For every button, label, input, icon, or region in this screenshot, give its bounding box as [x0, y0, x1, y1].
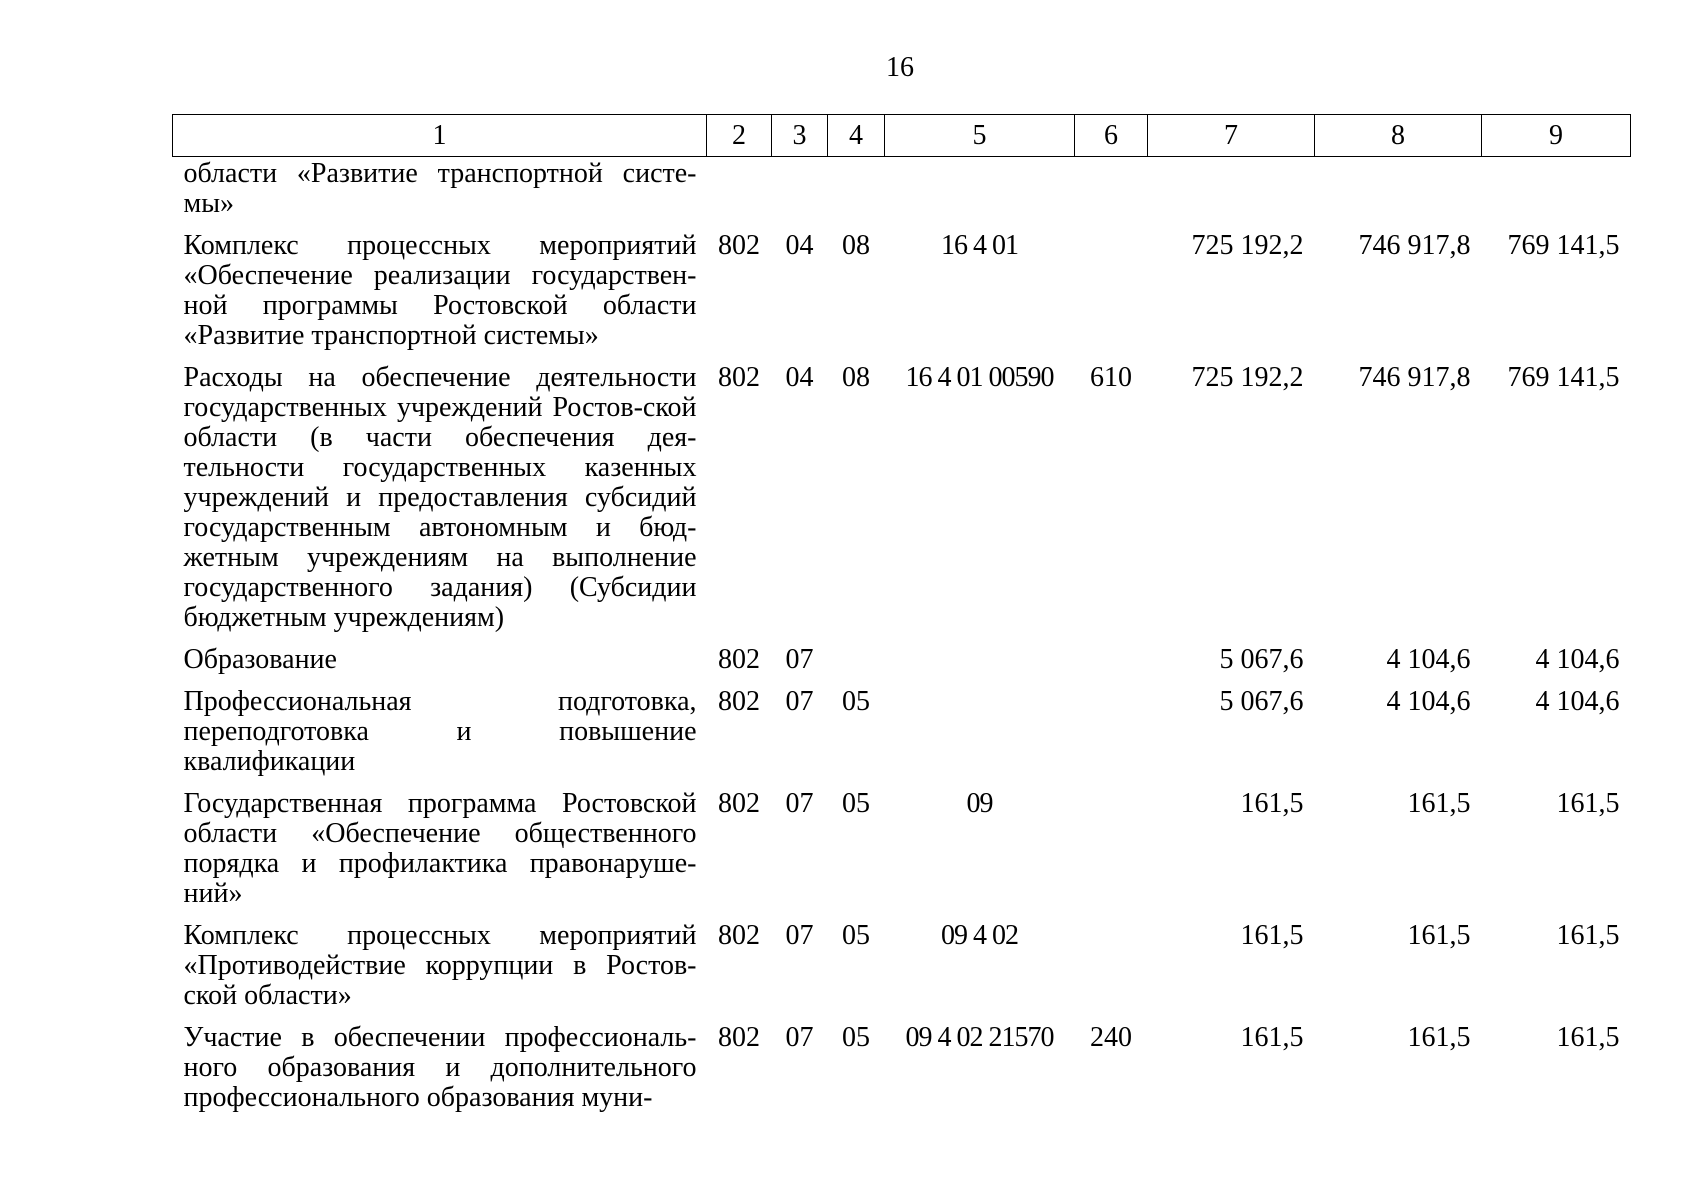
page-number: 16 — [886, 52, 914, 83]
cell-section-code: 07 — [785, 788, 814, 819]
cell-section-code: 07 — [785, 686, 814, 717]
cell-ministry-code: 802 — [718, 1022, 760, 1053]
cell-target-article: 09 4 02 21570 — [905, 1022, 1054, 1053]
cell-ministry-code: 802 — [718, 686, 760, 717]
table-header — [173, 115, 1631, 157]
header-col-9: 9 — [1482, 115, 1631, 157]
row-description: Профессиональная подготовка, переподготовка и повышение квалификации — [183, 686, 697, 777]
cell-ministry-code — [707, 157, 772, 225]
table-row — [173, 782, 1631, 914]
row-description: области «Развитие транспортной систе-мы» — [183, 158, 697, 219]
cell-amount-col8: 161,5 — [1407, 788, 1471, 819]
cell-amount-col7: 161,5 — [1240, 788, 1304, 819]
cell-subsection-code: 05 — [842, 686, 870, 717]
cell-amount-col8 — [1315, 157, 1482, 225]
cell-expense-type: 240 — [1090, 1022, 1132, 1053]
cell-expense-type — [1075, 224, 1148, 356]
cell-section-code: 04 — [785, 362, 814, 393]
cell-subsection-code: 08 — [842, 362, 870, 393]
cell-ministry-code: 802 — [718, 362, 760, 393]
cell-amount-col9: 4 104,6 — [1535, 686, 1620, 717]
cell-subsection-code: 05 — [842, 1022, 870, 1053]
cell-amount-col8: 746 917,8 — [1358, 362, 1471, 393]
cell-amount-col8: 161,5 — [1407, 1022, 1471, 1053]
row-description: Комплекс процессных мероприятий «Противодействие коррупции в Ростов-ской области» — [183, 920, 697, 1011]
budget-table — [172, 114, 1631, 1118]
cell-amount-col8: 4 104,6 — [1386, 686, 1471, 717]
cell-target-article: 09 — [966, 788, 993, 819]
table-row — [173, 680, 1631, 782]
cell-target-article: 09 4 02 — [941, 920, 1018, 951]
cell-amount-col9: 769 141,5 — [1507, 230, 1620, 261]
header-col-4: 4 — [828, 115, 885, 157]
row-description: Комплекс процессных мероприятий «Обеспечение реализации государствен-ной программы Ростовской области «Развитие транспортной системы» — [183, 230, 697, 351]
header-col-1: 1 — [173, 115, 707, 157]
cell-amount-col7: 725 192,2 — [1191, 230, 1304, 261]
cell-amount-col8: 161,5 — [1407, 920, 1471, 951]
row-description: Расходы на обеспечение деятельности государственных учреждений Ростов-ской области (в части обеспечения дея-тельности государственных казенных учреждений и предоставления субсидий государственным автономным и бюд-жетным учреждениям на выполнение государственного задания) (Субсидии бюджетным учреждениям) — [183, 362, 697, 633]
header-col-8: 8 — [1315, 115, 1482, 157]
cell-expense-type — [1075, 914, 1148, 1016]
cell-section-code: 07 — [785, 644, 814, 675]
cell-expense-type: 610 — [1090, 362, 1132, 393]
cell-amount-col9: 161,5 — [1556, 788, 1620, 819]
header-col-7: 7 — [1148, 115, 1315, 157]
cell-section-code: 04 — [785, 230, 814, 261]
row-description: Государственная программа Ростовской области «Обеспечение общественного порядка и профилактика правонаруше-ний» — [183, 788, 697, 909]
header-col-2: 2 — [707, 115, 772, 157]
cell-ministry-code: 802 — [718, 788, 760, 819]
table-row — [173, 157, 1631, 225]
cell-target-article: 16 4 01 00590 — [905, 362, 1054, 393]
cell-target-article — [885, 638, 1075, 680]
cell-ministry-code: 802 — [718, 644, 760, 675]
row-description: Образование — [183, 644, 337, 675]
table-row — [173, 914, 1631, 1016]
cell-section-code — [772, 157, 828, 225]
cell-subsection-code: 05 — [842, 788, 870, 819]
cell-amount-col9: 769 141,5 — [1507, 362, 1620, 393]
table-row — [173, 224, 1631, 356]
cell-ministry-code: 802 — [718, 230, 760, 261]
cell-amount-col9 — [1482, 157, 1631, 225]
table-row — [173, 1016, 1631, 1118]
header-row — [173, 115, 1631, 157]
cell-amount-col7: 725 192,2 — [1191, 362, 1304, 393]
cell-section-code: 07 — [785, 920, 814, 951]
cell-amount-col7: 5 067,6 — [1219, 644, 1304, 675]
table-body — [173, 157, 1631, 1119]
cell-amount-col7: 161,5 — [1240, 920, 1304, 951]
header-col-5: 5 — [885, 115, 1075, 157]
cell-target-article — [885, 157, 1075, 225]
cell-amount-col7: 161,5 — [1240, 1022, 1304, 1053]
row-description: Участие в обеспечении профессиональ-ного образования и дополнительного профессионального образования муни- — [183, 1022, 697, 1113]
header-col-6: 6 — [1075, 115, 1148, 157]
cell-amount-col7: 5 067,6 — [1219, 686, 1304, 717]
cell-target-article — [885, 680, 1075, 782]
cell-amount-col9: 161,5 — [1556, 1022, 1620, 1053]
cell-amount-col9: 4 104,6 — [1535, 644, 1620, 675]
cell-expense-type — [1075, 782, 1148, 914]
cell-target-article: 16 4 01 — [941, 230, 1018, 261]
cell-expense-type — [1075, 157, 1148, 225]
table-row — [173, 638, 1631, 680]
header-col-3: 3 — [772, 115, 828, 157]
cell-section-code: 07 — [785, 1022, 814, 1053]
cell-amount-col7 — [1148, 157, 1315, 225]
cell-amount-col8: 4 104,6 — [1386, 644, 1471, 675]
cell-amount-col9: 161,5 — [1556, 920, 1620, 951]
cell-expense-type — [1075, 638, 1148, 680]
cell-subsection-code — [828, 638, 885, 680]
cell-subsection-code — [828, 157, 885, 225]
cell-ministry-code: 802 — [718, 920, 760, 951]
cell-amount-col8: 746 917,8 — [1358, 230, 1471, 261]
table-row — [173, 356, 1631, 638]
cell-expense-type — [1075, 680, 1148, 782]
cell-subsection-code: 05 — [842, 920, 870, 951]
cell-subsection-code: 08 — [842, 230, 870, 261]
